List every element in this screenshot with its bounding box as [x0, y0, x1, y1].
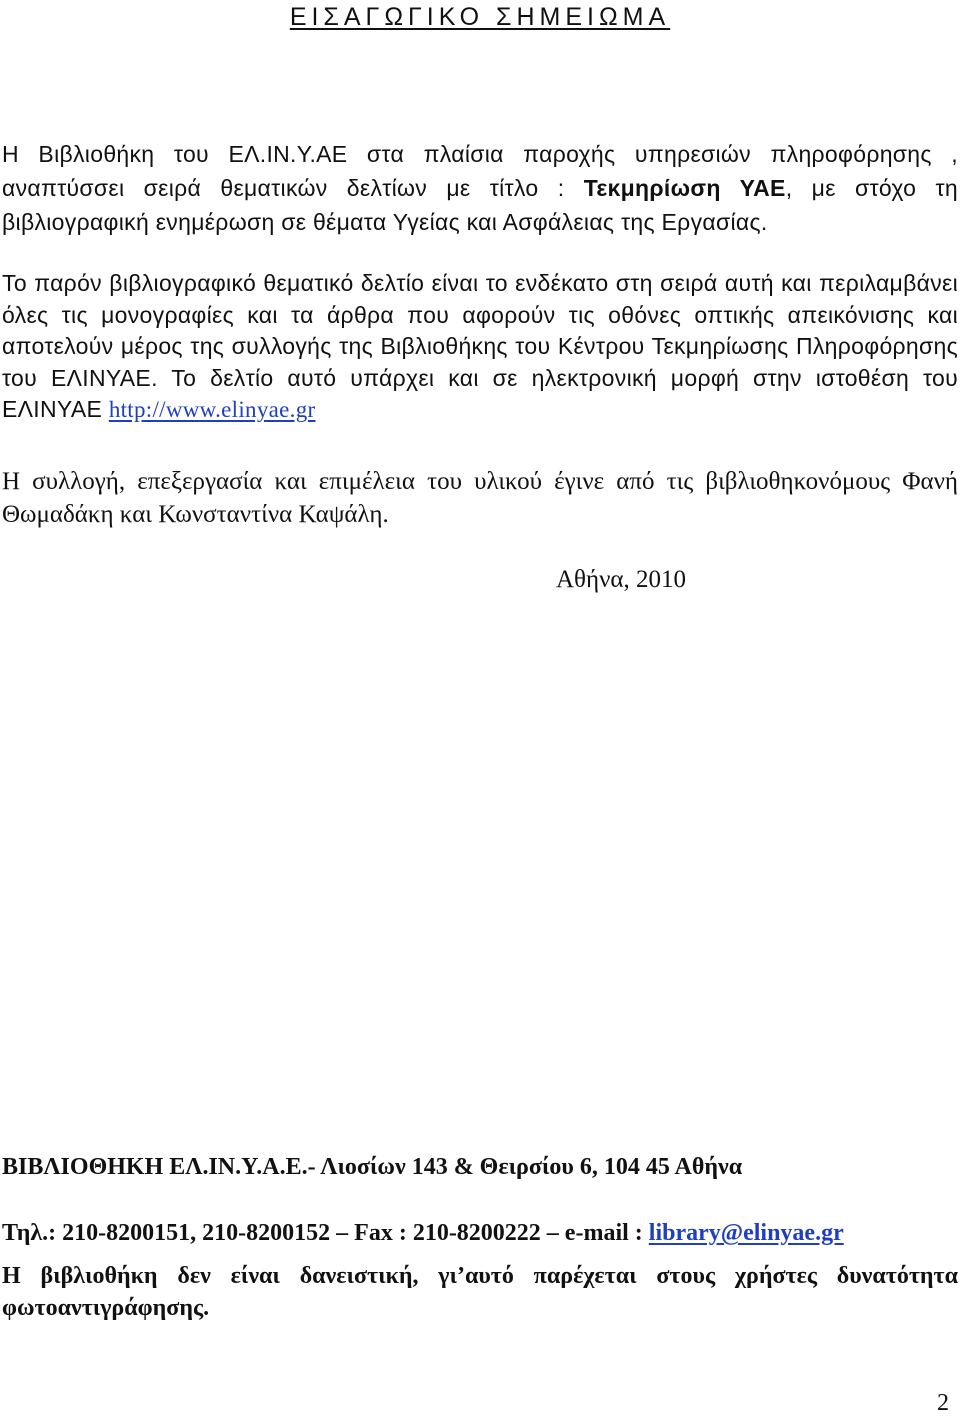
website-link[interactable]: http://www.elinyae.gr — [108, 397, 316, 422]
intro-paragraph — [2, 137, 958, 239]
footer-note: Η βιβλιοθήκη δεν είναι δανειστική, γι’αυτό παρέχεται στους χρήστες δυνατότητα φωτοαντιγράφησης. — [2, 1263, 958, 1321]
page-number: 2 — [937, 1390, 949, 1416]
description-text: Το παρόν βιβλιογραφικό θεματικό δελτίο είναι το ενδέκατο στη σειρά αυτή και περιλαμβάνει όλες τις μονογραφίες και τα άρθρα που αφορούν τις οθόνες οπτικής απεικόνισης και αποτελούν μέρος της συλλογής της Βιβλιοθήκης του Κέντρου Τεκμηρίωσης Πληροφόρησης του ΕΛΙΝΥΑΕ. Το δελτίο αυτό υπάρχει και σε ηλεκτρονική μορφή στην ιστοθέση του ΕΛΙΝΥΑΕ — [2, 270, 958, 422]
description-paragraph — [2, 268, 958, 426]
footer-contact — [2, 1220, 958, 1247]
footer-address: ΒΙΒΛΙΟΘΗΚΗ ΕΛ.ΙΝ.Υ.Α.Ε.- Λιοσίων 143 & Θειρσίου 6, 104 45 Αθήνα — [2, 1154, 743, 1180]
series-title: Τεκμηρίωση ΥΑΕ — [583, 175, 786, 201]
document-date: Αθήνα, 2010 — [556, 566, 687, 593]
document-title-text: ΕΙΣΑΓΩΓΙΚΟ ΣΗΜΕΙΩΜΑ — [289, 3, 671, 31]
intro-text-part2: , με στόχο τη βιβλιογραφική ενημέρωση σε θέματα Υγείας και Ασφάλειας της Εργασίας. — [2, 175, 958, 235]
intro-text-part1: Η Βιβλιοθήκη του ΕΛ.ΙΝ.Υ.ΑΕ στα πλαίσια παροχής υπηρεσιών πληροφόρησης , αναπτύσσει σειρά θεματικών δελτίων με τίτλο : — [2, 141, 958, 201]
document-title — [0, 2, 960, 32]
credits-paragraph: Η συλλογή, επεξεργασία και επιμέλεια του υλικού έγινε από τις βιβλιοθηκονόμους Φανή Θωμαδάκη και Κωνσταντίνα Καψάλη. — [2, 468, 958, 528]
email-link[interactable]: library@elinyae.gr — [648, 1220, 844, 1246]
footer-contact-text: Τηλ.: 210-8200151, 210-8200152 – Fax : 210-8200222 – e-mail : — [2, 1220, 649, 1246]
